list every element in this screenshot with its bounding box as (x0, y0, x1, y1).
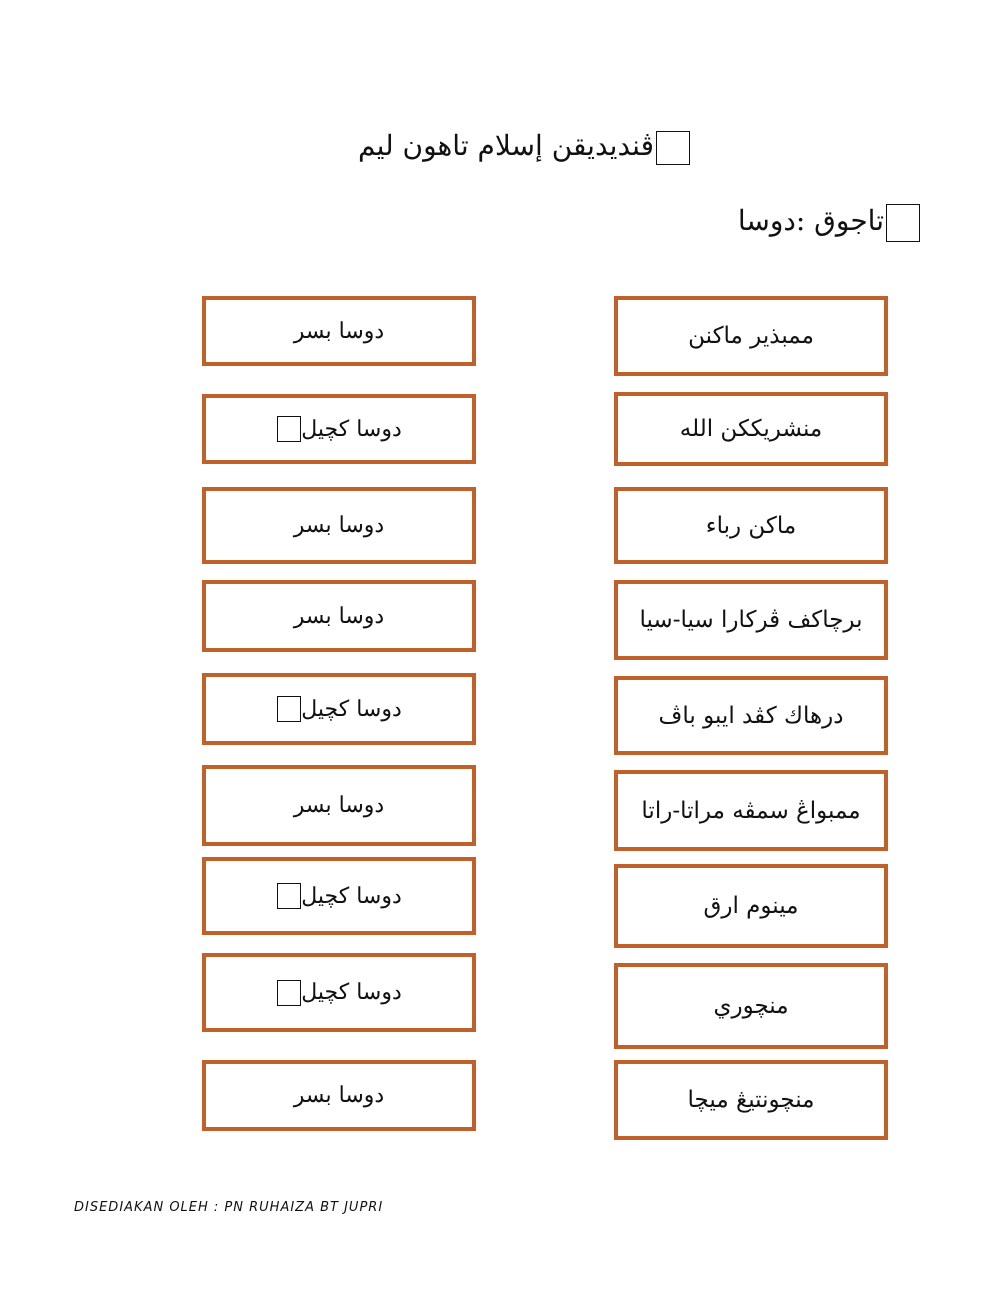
sin-action-label: ماكن رباء (705, 512, 797, 539)
sin-category-label: دوسا بسر (293, 1083, 385, 1108)
sin-category-card[interactable] (202, 673, 476, 745)
sin-category-card[interactable] (202, 296, 476, 366)
sin-action-label: منچوري (713, 993, 789, 1019)
prepared-by-credit: DISEDIAKAN OLEH : PN RUHAIZA BT JUPRI (74, 1200, 384, 1215)
sin-category-label: دوسا کچيل (301, 883, 402, 909)
worksheet-title-text: ڤنديديقن إسلام تاهون ليم (357, 129, 654, 162)
placeholder-box-icon (656, 131, 690, 165)
placeholder-box-icon (277, 980, 301, 1006)
sin-category-label: دوسا بسر (293, 603, 385, 629)
sin-action-card[interactable] (614, 580, 888, 660)
sin-action-card[interactable] (614, 676, 888, 755)
sin-category-card[interactable] (202, 487, 476, 564)
sin-action-card[interactable] (614, 1060, 888, 1140)
sin-action-label: منشريككن الله (679, 416, 823, 442)
sin-category-label: دوسا بسر (293, 793, 385, 818)
sin-category-card[interactable] (202, 765, 476, 846)
sin-category-label: دوسا کچيل (301, 980, 402, 1005)
sin-category-card[interactable] (202, 394, 476, 464)
placeholder-box-icon (886, 204, 920, 242)
sin-action-card[interactable] (614, 392, 888, 466)
sin-action-label: ممبذير ماكنن (688, 323, 814, 349)
sin-action-label: برچاكف ڤركارا سيا-سيا (639, 607, 863, 633)
placeholder-box-icon (277, 883, 301, 909)
sin-category-card[interactable] (202, 580, 476, 652)
worksheet-title (300, 118, 690, 174)
sin-category-card[interactable] (202, 953, 476, 1032)
sin-action-card[interactable] (614, 864, 888, 948)
worksheet-topic (690, 196, 920, 246)
sin-action-card[interactable] (614, 963, 888, 1049)
placeholder-box-icon (277, 416, 301, 442)
sin-category-card[interactable] (202, 1060, 476, 1131)
sin-category-label: دوسا بسر (293, 513, 385, 538)
sin-action-label: مينوم ارق (703, 893, 799, 919)
worksheet-topic-text: تاجوق :دوسا (737, 204, 884, 237)
sin-action-card[interactable] (614, 487, 888, 564)
sin-action-label: منچونتيڠ ميچا (687, 1087, 815, 1113)
sin-category-label: دوسا بسر (293, 318, 385, 344)
sin-category-label: دوسا کچيل (301, 696, 402, 722)
sin-category-card[interactable] (202, 857, 476, 935)
sin-action-card[interactable] (614, 770, 888, 851)
sin-action-card[interactable] (614, 296, 888, 376)
sin-action-label: درهاك كڤد ايبو باڤ (658, 702, 844, 729)
placeholder-box-icon (277, 696, 301, 722)
sin-category-label: دوسا کچيل (301, 416, 402, 442)
sin-action-label: ممبواڠ سمڤه مراتا-راتا (641, 797, 861, 824)
